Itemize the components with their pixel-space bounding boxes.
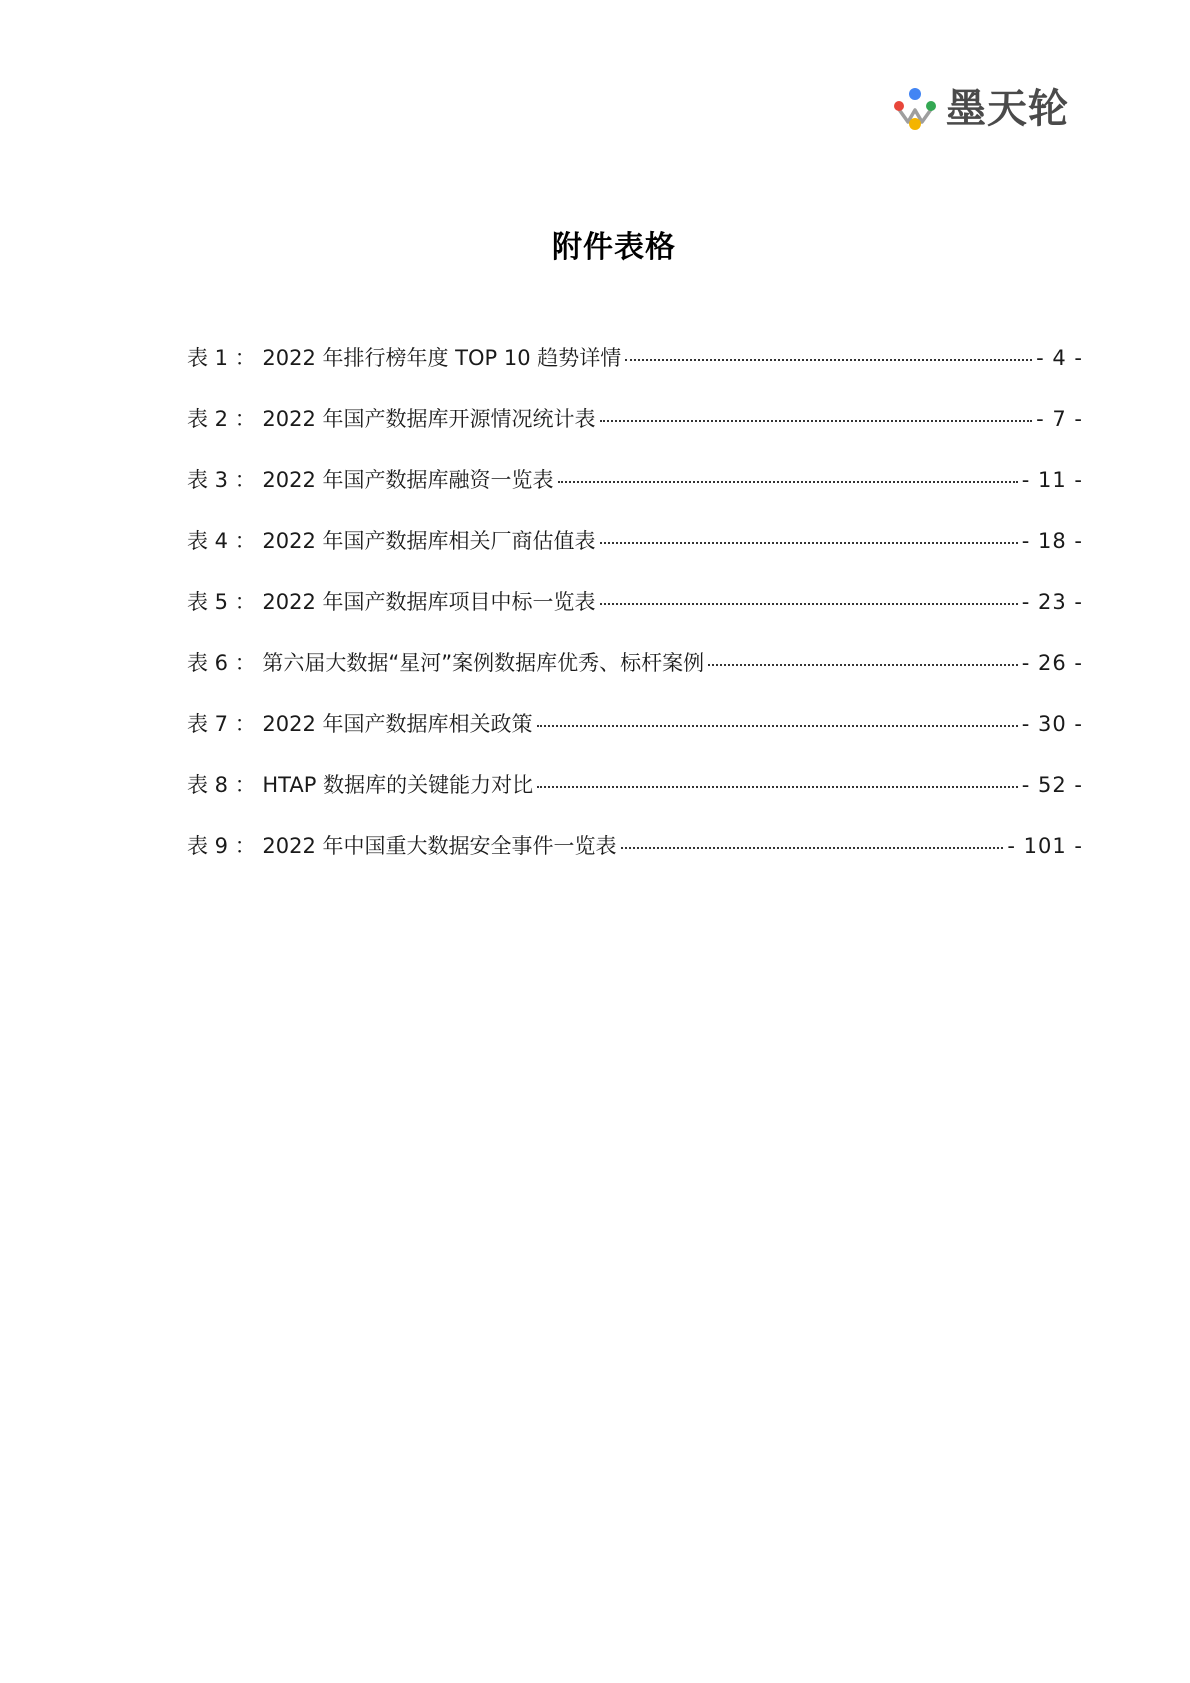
toc-item-label: 表 2 ： 2022 年国产数据库开源情况统计表 [187, 407, 596, 431]
toc-item-page: - 26 - [1021, 651, 1083, 675]
toc-item[interactable] [187, 769, 1083, 830]
toc-item-label: 表 4 ： 2022 年国产数据库相关厂商估值表 [187, 529, 596, 553]
toc-item-page: - 101 - [1007, 834, 1083, 858]
toc-item[interactable] [187, 342, 1083, 403]
table-of-contents [187, 342, 1083, 891]
toc-leader-dots [625, 359, 1032, 361]
toc-item-label: 表 1 ： 2022 年排行榜年度 TOP 10 趋势详情 [187, 346, 622, 370]
toc-item[interactable] [187, 708, 1083, 769]
toc-leader-dots [708, 664, 1018, 666]
brand-logo-icon [892, 86, 938, 132]
toc-item-label: 表 3 ： 2022 年国产数据库融资一览表 [187, 468, 554, 492]
toc-item-page: - 23 - [1021, 590, 1083, 614]
toc-item[interactable] [187, 464, 1083, 525]
toc-leader-dots [621, 847, 1004, 849]
toc-leader-dots [537, 786, 1018, 788]
toc-item-page: - 11 - [1021, 468, 1083, 492]
toc-item-page: - 7 - [1036, 407, 1083, 431]
toc-item-page: - 4 - [1036, 346, 1083, 370]
toc-leader-dots [558, 481, 1018, 483]
brand-logo [892, 86, 1069, 132]
toc-leader-dots [537, 725, 1018, 727]
toc-leader-dots [600, 603, 1018, 605]
toc-item[interactable] [187, 830, 1083, 891]
toc-item-label: 表 5 ： 2022 年国产数据库项目中标一览表 [187, 590, 596, 614]
toc-item-page: - 18 - [1021, 529, 1083, 553]
toc-item-label: 表 9 ： 2022 年中国重大数据安全事件一览表 [187, 834, 617, 858]
page-title: 附件表格 [552, 230, 676, 265]
toc-item-page: - 30 - [1021, 712, 1083, 736]
toc-item-page: - 52 - [1021, 773, 1083, 797]
toc-item-label: 表 7 ： 2022 年国产数据库相关政策 [187, 712, 533, 736]
toc-leader-dots [600, 420, 1033, 422]
toc-item[interactable] [187, 403, 1083, 464]
toc-leader-dots [600, 542, 1018, 544]
brand-name: 墨天轮 [946, 86, 1069, 132]
toc-item[interactable] [187, 586, 1083, 647]
toc-item[interactable] [187, 647, 1083, 708]
toc-item[interactable] [187, 525, 1083, 586]
toc-item-label: 表 6 ： 第六届大数据“星河”案例数据库优秀、标杆案例 [187, 651, 705, 675]
toc-item-label: 表 8 ： HTAP 数据库的关键能力对比 [187, 773, 534, 797]
